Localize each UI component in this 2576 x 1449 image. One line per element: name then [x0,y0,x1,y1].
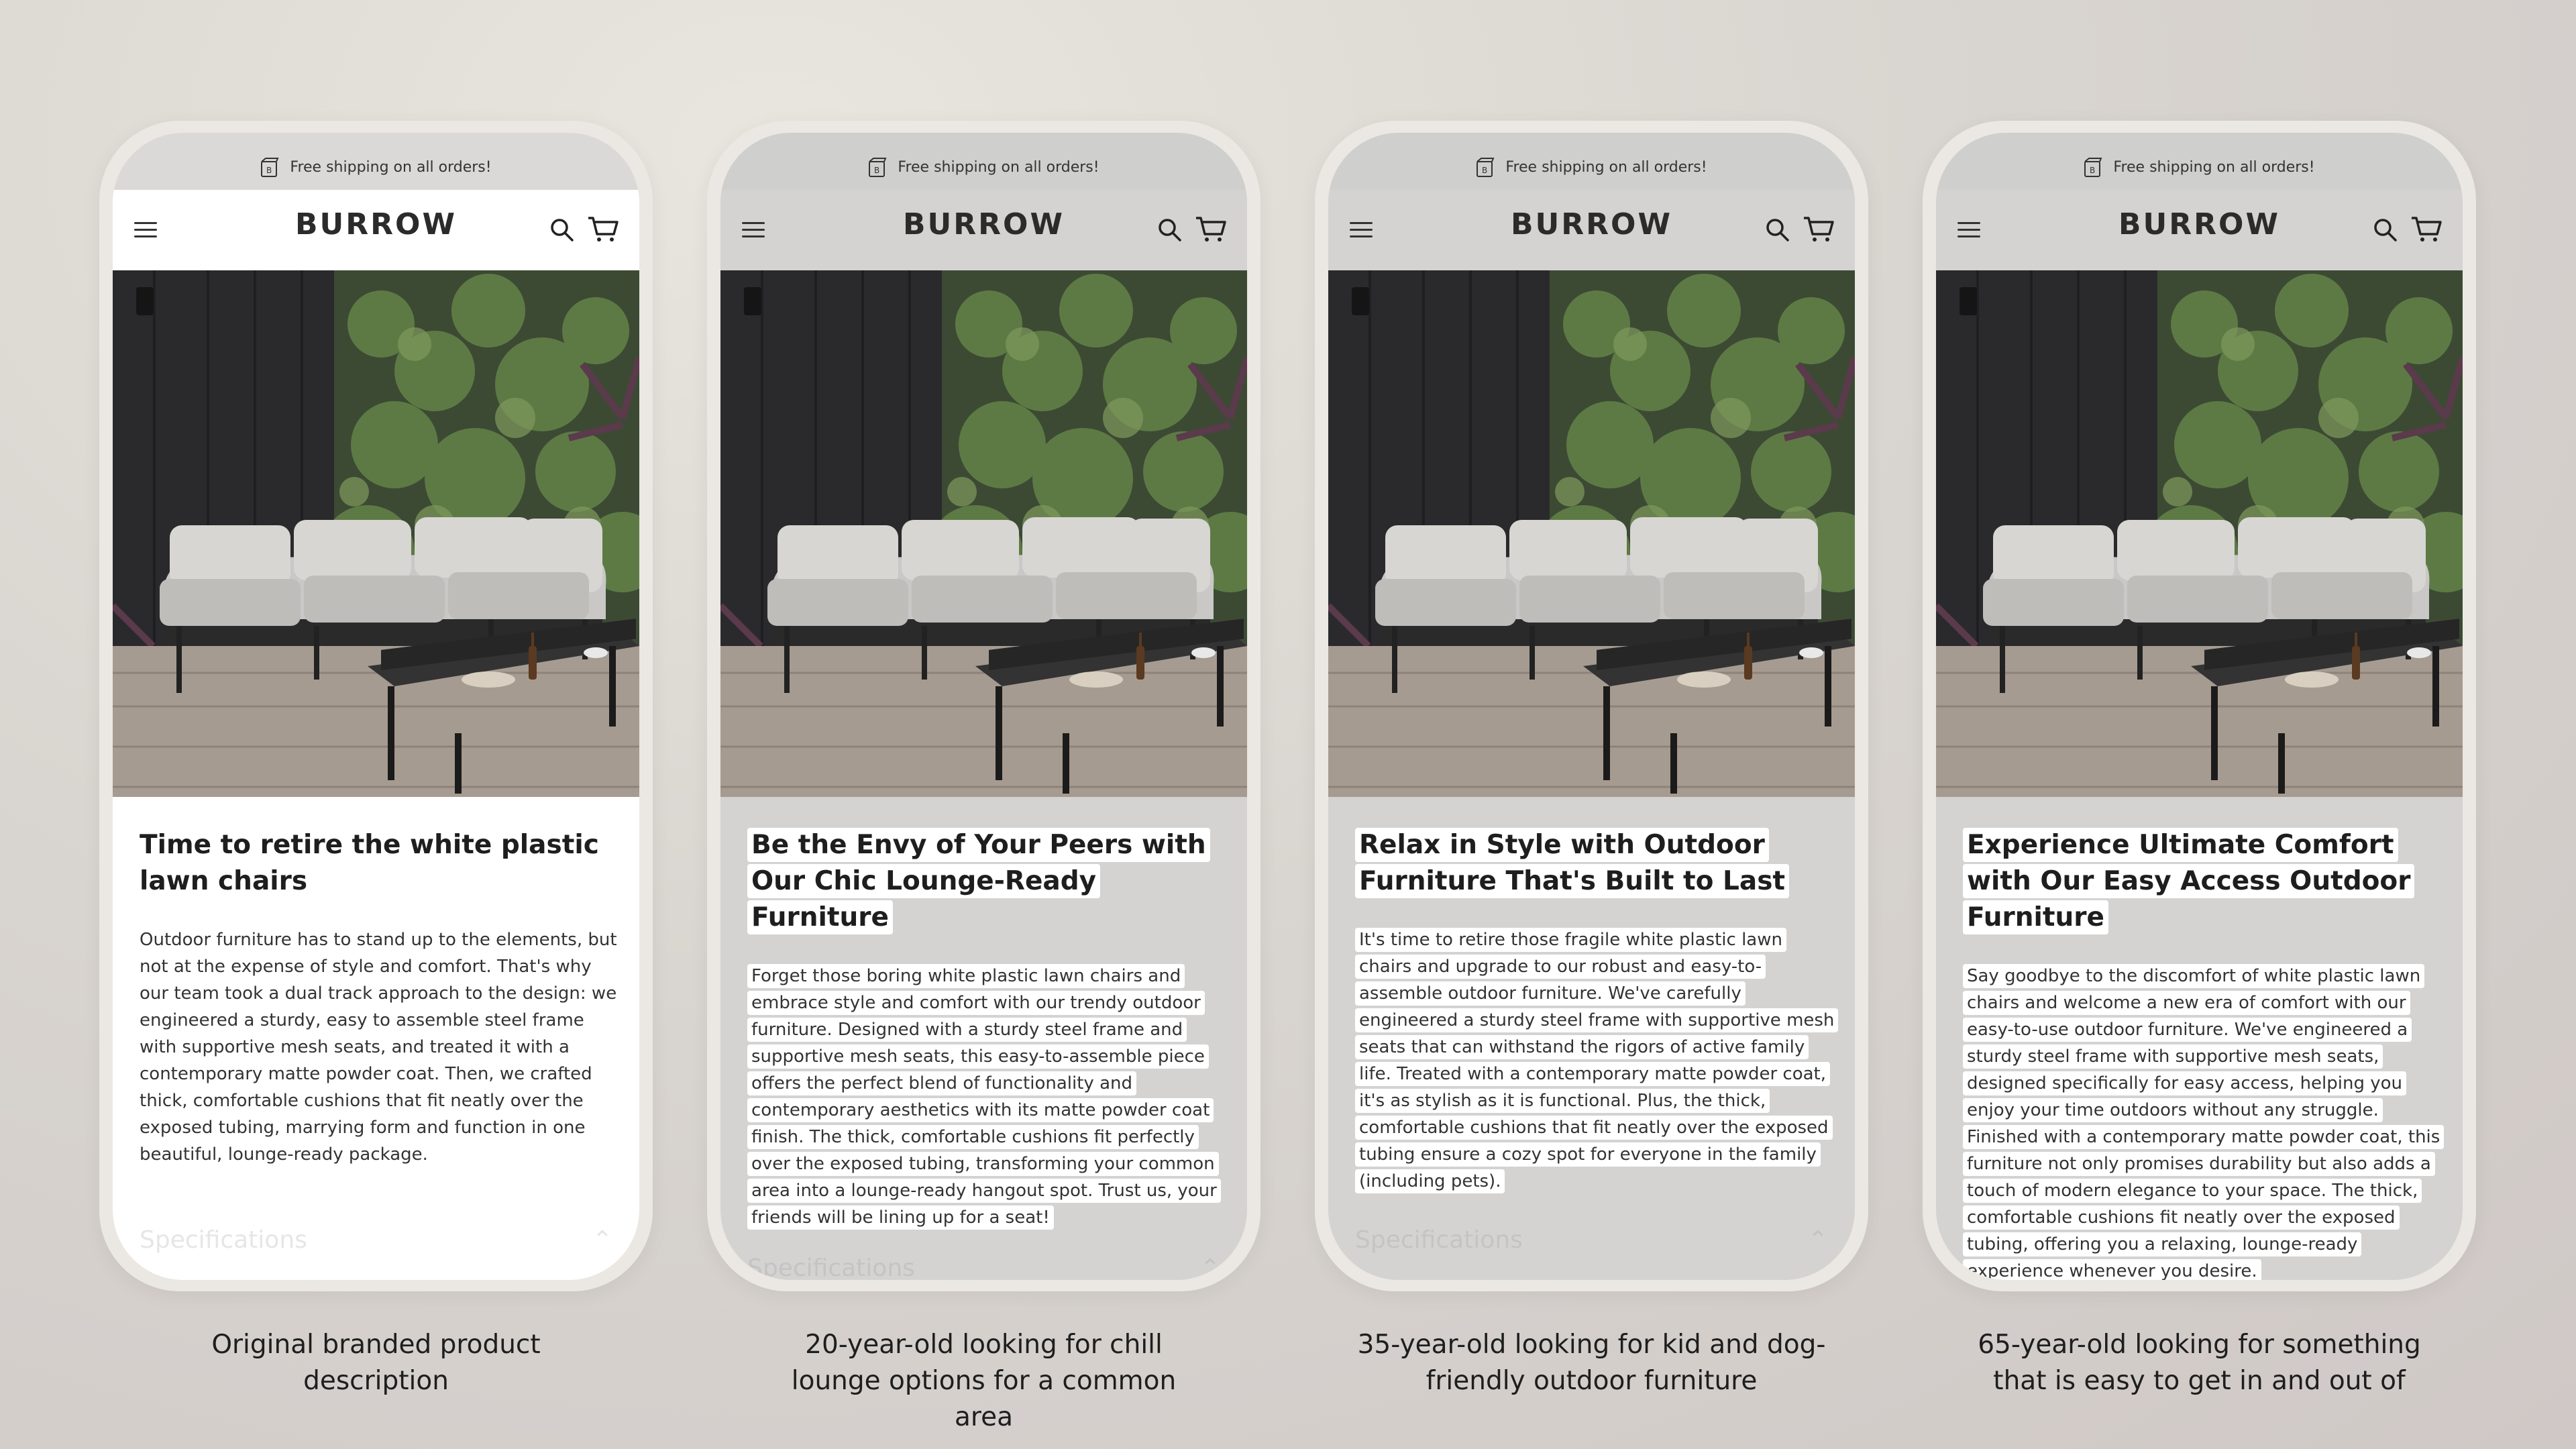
hero-image [720,270,1247,797]
phone-mockup-1 [99,121,653,1291]
specifications-accordion[interactable] [1355,1226,1828,1254]
chevron-up-icon: ⌃ [1807,1226,1828,1254]
shipping-banner [1328,133,1855,190]
banner-text: Free shipping on all orders! [290,159,492,176]
site-header [720,190,1247,270]
specifications-label: Specifications [140,1226,307,1254]
hero-image [113,270,639,797]
caption-2: 20-year-old looking for chill lounge options for a common area [791,1330,1177,1432]
product-title: Be the Envy of Your Peers with Our Chic Lounge-Ready Furniture [747,827,1230,936]
site-header [1936,190,2463,270]
phone-screen [1936,133,2463,1280]
product-description [747,827,1230,1231]
product-description [1963,827,2446,1280]
banner-text: Free shipping on all orders! [898,159,1099,176]
brand-logo[interactable]: BURROW [903,207,1065,241]
shipping-box-icon [1476,158,1495,178]
banner-text: Free shipping on all orders! [2113,159,2315,176]
search-icon[interactable] [2372,217,2399,244]
shipping-banner [1936,133,2463,190]
hero-image [1328,270,1855,797]
search-icon[interactable] [1764,217,1791,244]
shipping-banner [113,133,639,190]
svg-text:B: B [1482,165,1488,175]
phone-mockup-4 [1923,121,2476,1291]
brand-logo[interactable]: BURROW [295,207,457,241]
phone-mockup-2 [707,121,1260,1291]
shipping-banner [720,133,1247,190]
chevron-up-icon: ⌃ [592,1226,612,1254]
product-description [1355,827,1838,1195]
hero-image [1936,270,2463,797]
cart-icon[interactable] [1803,215,1835,244]
product-title: Relax in Style with Outdoor Furniture That's Built to Last [1355,827,1838,900]
specifications-accordion[interactable] [140,1226,612,1254]
caption-1: Original branded product description [211,1330,541,1396]
chevron-up-icon: ⌃ [1199,1254,1220,1280]
specifications-label: Specifications [747,1254,915,1280]
caption-4: 65-year-old looking for something that is easy to get in and out of [1978,1330,2421,1396]
phone-screen [1328,133,1855,1280]
product-title: Time to retire the white plastic lawn chairs [140,830,599,896]
cart-icon[interactable] [587,215,619,244]
shipping-box-icon [868,158,887,178]
brand-logo[interactable]: BURROW [2118,207,2280,241]
product-body: Forget those boring white plastic lawn chairs and embrace style and comfort with our trendy outdoor furniture. Designed with a sturdy steel frame and supportive mesh seats, this easy-to-assemble piece offers the perfect blend of functionality and contemporary aesthetics with its matte powder coat finish. The thick, comfortable cushions fit perfectly over the exposed tubing, transforming your common area into a lounge-ready hangout spot. Trust us, your friends will be lining up for a seat! [747,963,1230,1231]
product-description [140,827,623,1168]
site-header [1328,190,1855,270]
phone-screen [113,133,639,1280]
search-icon[interactable] [549,217,576,244]
product-body: Outdoor furniture has to stand up to the elements, but not at the expense of style and comfort. That's why our team took a dual track approach to the design: we engineered a sturdy, easy to assemble steel frame with supportive mesh seats, and treated it with a contemporary matte powder coat. Then, we crafted thick, comfortable cushions that fit neatly over the exposed tubing, marrying form and function in one beautiful, lounge-ready package. [140,930,617,1165]
brand-logo[interactable]: BURROW [1511,207,1672,241]
caption-3: 35-year-old looking for kid and dog-friendly outdoor furniture [1357,1330,1826,1396]
cart-icon[interactable] [2410,215,2443,244]
specifications-label: Specifications [1355,1226,1523,1254]
product-title: Experience Ultimate Comfort with Our Easy Access Outdoor Furniture [1963,827,2446,936]
search-icon[interactable] [1157,217,1183,244]
cart-icon[interactable] [1195,215,1227,244]
svg-text:B: B [266,165,272,175]
product-body: It's time to retire those fragile white plastic lawn chairs and upgrade to our robust and easy-to-assemble outdoor furniture. We've carefully engineered a sturdy steel frame with supportive mesh seats that can withstand the rigors of active family life. Treated with a contemporary matte powder coat, it's as stylish as it is functional. Plus, the thick, comfortable cushions that fit neatly over the exposed tubing ensure a cozy spot for everyone in the family (including pets). [1355,926,1838,1195]
phone-mockup-3 [1315,121,1868,1291]
shipping-box-icon [260,158,279,178]
phone-screen [720,133,1247,1280]
svg-text:B: B [2090,165,2096,175]
svg-text:B: B [874,165,880,175]
banner-text: Free shipping on all orders! [1505,159,1707,176]
shipping-box-icon [2084,158,2102,178]
specifications-accordion[interactable] [747,1254,1220,1280]
site-header [113,190,639,270]
product-body: Say goodbye to the discomfort of white plastic lawn chairs and welcome a new era of comfort with our easy-to-use outdoor furniture. We've engineered a sturdy steel frame with supportive mesh seats, designed specifically for easy access, helping you enjoy your time outdoors without any struggle. Finished with a contemporary matte powder coat, this furniture not only promises durability but also adds a touch of modern elegance to your space. The thick, comfortable cushions fit neatly over the exposed tubing, offering you a relaxing, lounge-ready experience whenever you desire. [1963,963,2446,1280]
